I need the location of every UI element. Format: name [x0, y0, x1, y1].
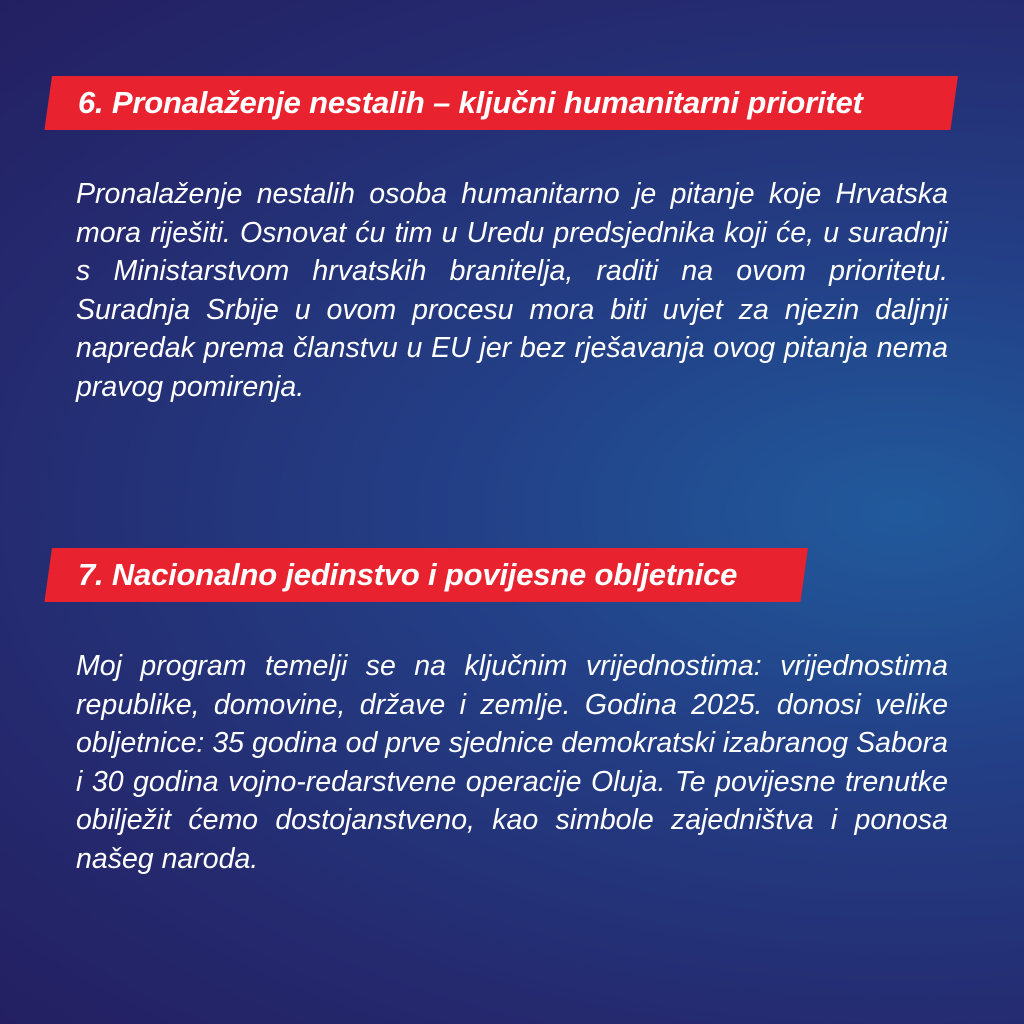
section-7-heading: 7. Nacionalno jedinstvo i povijesne obljetnice	[78, 557, 738, 592]
section-7-body: Moj program temelji se na ključnim vrijednostima: vrijednostima republike, domovine, države i zemlje. Godina 2025. donosi velike obljetnice: 35 godina od prve sjednice demokratski izabranog Sabora i 30 godina vojno-redarstvene operacije Oluja. Te povijesne trenutke obilježit ćemo dostojanstveno, kao simbole zajedništva i ponosa našeg naroda.	[76, 650, 948, 875]
section-6-body: Pronalaženje nestalih osoba humanitarno je pitanje koje Hrvatska mora riješiti. Osnovat ću tim u Uredu predsjednika koji će, u suradnji s Ministarstvom hrvatskih branitelja, raditi na ovom prioritetu. Suradnja Srbije u ovom procesu mora biti uvjet za njezin daljnji napredak prema članstvu u EU jer bez rješavanja ovog pitanja nema pravog pomirenja.	[76, 178, 948, 403]
section-6-heading: 6. Pronalaženje nestalih – ključni humanitarni prioritet	[78, 85, 863, 120]
